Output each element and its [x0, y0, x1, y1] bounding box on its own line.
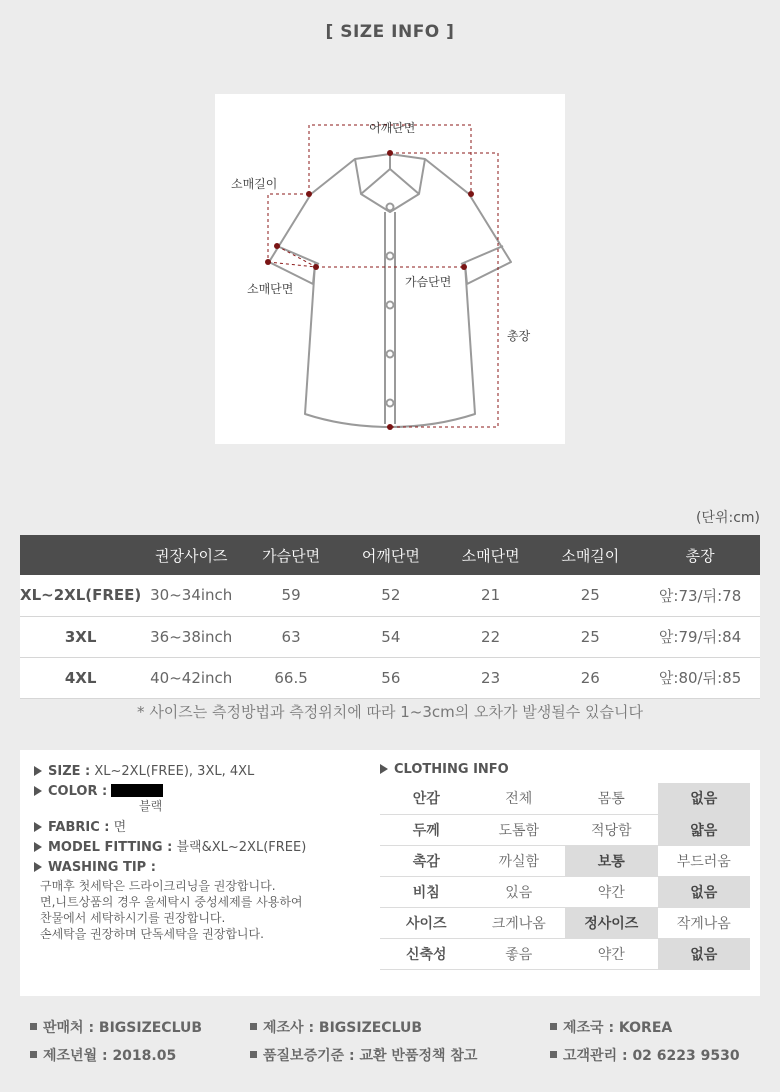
clothing-info-row: [380, 907, 750, 938]
model-fitting-label: MODEL FITTING :: [48, 840, 173, 855]
warranty-text: 품질보증기준 : 교환 반품정책 참고: [263, 1048, 478, 1064]
table-cell: 23: [441, 657, 541, 698]
triangle-bullet-icon: [34, 862, 42, 872]
table-cell: 22: [441, 616, 541, 657]
table-row: [20, 616, 760, 657]
square-bullet-icon: [550, 1023, 557, 1030]
size-name: 3XL: [20, 616, 141, 657]
table-cell: 59: [241, 575, 341, 616]
header-cell: 권장사이즈: [141, 535, 241, 575]
date-text: 제조년월 : 2018.05: [43, 1048, 177, 1064]
table-cell: 앞:80/뒤:85: [640, 657, 760, 698]
size-info-label: SIZE :: [48, 764, 91, 779]
washing-line: 구매후 첫세탁은 드라이크리닝을 권장합니다.: [40, 879, 276, 893]
fabric-info-value: 면: [113, 820, 127, 835]
square-bullet-icon: [30, 1051, 37, 1058]
color-name: 블랙: [139, 799, 163, 813]
header-cell: 소매단면: [441, 535, 541, 575]
clothing-info-title: [380, 760, 750, 780]
clothing-info-option-selected: 정사이즈: [565, 907, 658, 938]
size-name: XL~2XL(FREE): [20, 575, 141, 616]
clothing-info-label: 신축성: [380, 938, 473, 969]
size-table-header: [20, 535, 760, 575]
clothing-info-label: 사이즈: [380, 907, 473, 938]
footer-maker: [250, 1017, 422, 1037]
size-info-row: [34, 762, 374, 782]
color-info-label: COLOR :: [48, 784, 108, 799]
clothing-info-option: 까실함: [473, 845, 566, 876]
clothing-info-row: [380, 876, 750, 907]
clothing-info-option: 약간: [565, 938, 658, 969]
header-cell: 소매길이: [540, 535, 640, 575]
table-cell: 25: [540, 616, 640, 657]
triangle-bullet-icon: [34, 766, 42, 776]
size-info-value: XL~2XL(FREE), 3XL, 4XL: [94, 764, 255, 779]
clothing-info-option: 도톰함: [473, 814, 566, 845]
washing-tip-row: [34, 858, 374, 878]
clothing-info-option: 작게나옴: [658, 907, 751, 938]
page-title: [ SIZE INFO ]: [325, 22, 455, 42]
table-cell: 66.5: [241, 657, 341, 698]
model-fitting-row: [34, 838, 374, 858]
table-cell: 40~42inch: [141, 657, 241, 698]
service-text: 고객관리 : 02 6223 9530: [563, 1048, 740, 1064]
clothing-info-table: [380, 783, 750, 970]
clothing-info-option: 있음: [473, 876, 566, 907]
clothing-info-option-selected: 없음: [658, 876, 751, 907]
table-cell: 56: [341, 657, 441, 698]
washing-tip-text: [34, 878, 374, 942]
footer-service: [550, 1045, 740, 1065]
table-cell: 36~38inch: [141, 616, 241, 657]
table-cell: 21: [441, 575, 541, 616]
header-cell: 총장: [640, 535, 760, 575]
clothing-info-option-selected: 보통: [565, 845, 658, 876]
footer-country: [550, 1017, 672, 1037]
shoulder-label: 어깨단면: [369, 121, 416, 135]
clothing-info-label: 촉감: [380, 845, 473, 876]
washing-tip-label: WASHING TIP :: [48, 860, 156, 875]
clothing-info-option: 약간: [565, 876, 658, 907]
table-cell: 30~34inch: [141, 575, 241, 616]
header-cell: [20, 535, 141, 575]
washing-line: 손세탁을 권장하며 단독세탁을 권장합니다.: [40, 927, 264, 941]
footer-seller: [30, 1017, 202, 1037]
maker-text: 제조사 : BIGSIZECLUB: [263, 1020, 423, 1036]
table-cell: 52: [341, 575, 441, 616]
shirt-measurement-diagram: [215, 94, 565, 444]
shirt-illustration: [215, 94, 565, 444]
triangle-bullet-icon: [34, 786, 42, 796]
table-cell: 26: [540, 657, 640, 698]
clothing-info-option: 좋음: [473, 938, 566, 969]
table-cell: 25: [540, 575, 640, 616]
clothing-info-option: 전체: [473, 783, 566, 814]
size-table: [20, 535, 760, 699]
square-bullet-icon: [250, 1051, 257, 1058]
clothing-info-row: [380, 814, 750, 845]
square-bullet-icon: [550, 1051, 557, 1058]
clothing-info-option: 크게나옴: [473, 907, 566, 938]
clothing-info-option-selected: 얇음: [658, 814, 751, 845]
header-cell: 가슴단면: [241, 535, 341, 575]
color-swatch: [111, 784, 163, 797]
total-length-label: 총장: [507, 329, 531, 343]
clothing-info-option-selected: 없음: [658, 938, 751, 969]
triangle-bullet-icon: [380, 764, 388, 774]
clothing-info-row: [380, 783, 750, 814]
clothing-info-label: 두께: [380, 814, 473, 845]
sleeve-length-label: 소매길이: [231, 177, 278, 191]
square-bullet-icon: [30, 1023, 37, 1030]
size-name: 4XL: [20, 657, 141, 698]
header-cell: 어깨단면: [341, 535, 441, 575]
clothing-info-row: [380, 845, 750, 876]
size-note: * 사이즈는 측정방법과 측정위치에 따라 1~3cm의 오차가 발생될수 있습니다: [137, 703, 643, 721]
seller-text: 판매처 : BIGSIZECLUB: [43, 1020, 203, 1036]
fabric-info-row: [34, 818, 374, 838]
table-row: [20, 575, 760, 616]
table-row: [20, 657, 760, 698]
model-fitting-value: 블랙&XL~2XL(FREE): [176, 840, 307, 855]
clothing-info-title-text: CLOTHING INFO: [394, 762, 509, 777]
clothing-info-option: 부드러움: [658, 845, 751, 876]
table-cell: 54: [341, 616, 441, 657]
triangle-bullet-icon: [34, 822, 42, 832]
clothing-info-label: 안감: [380, 783, 473, 814]
clothing-info-option: 적당함: [565, 814, 658, 845]
square-bullet-icon: [250, 1023, 257, 1030]
sleeve-width-label: 소매단면: [247, 282, 294, 296]
chest-label: 가슴단면: [405, 275, 452, 289]
country-text: 제조국 : KOREA: [563, 1020, 673, 1036]
washing-line: 찬물에서 세탁하시기를 권장합니다.: [40, 911, 226, 925]
table-cell: 앞:79/뒤:84: [640, 616, 760, 657]
product-details: [34, 762, 374, 942]
washing-line: 면,니트상품의 경우 울세탁시 중성세제를 사용하여: [40, 895, 303, 909]
table-cell: 앞:73/뒤:78: [640, 575, 760, 616]
clothing-info-row: [380, 938, 750, 969]
clothing-info-option-selected: 없음: [658, 783, 751, 814]
unit-label: (단위:cm): [695, 510, 760, 526]
triangle-bullet-icon: [34, 842, 42, 852]
product-info-panel: [20, 750, 760, 996]
clothing-info-label: 비침: [380, 876, 473, 907]
table-cell: 63: [241, 616, 341, 657]
clothing-info-option: 몸통: [565, 783, 658, 814]
fabric-info-label: FABRIC :: [48, 820, 110, 835]
clothing-info: [380, 760, 750, 970]
footer-warranty: [250, 1045, 477, 1065]
footer-date: [30, 1045, 176, 1065]
